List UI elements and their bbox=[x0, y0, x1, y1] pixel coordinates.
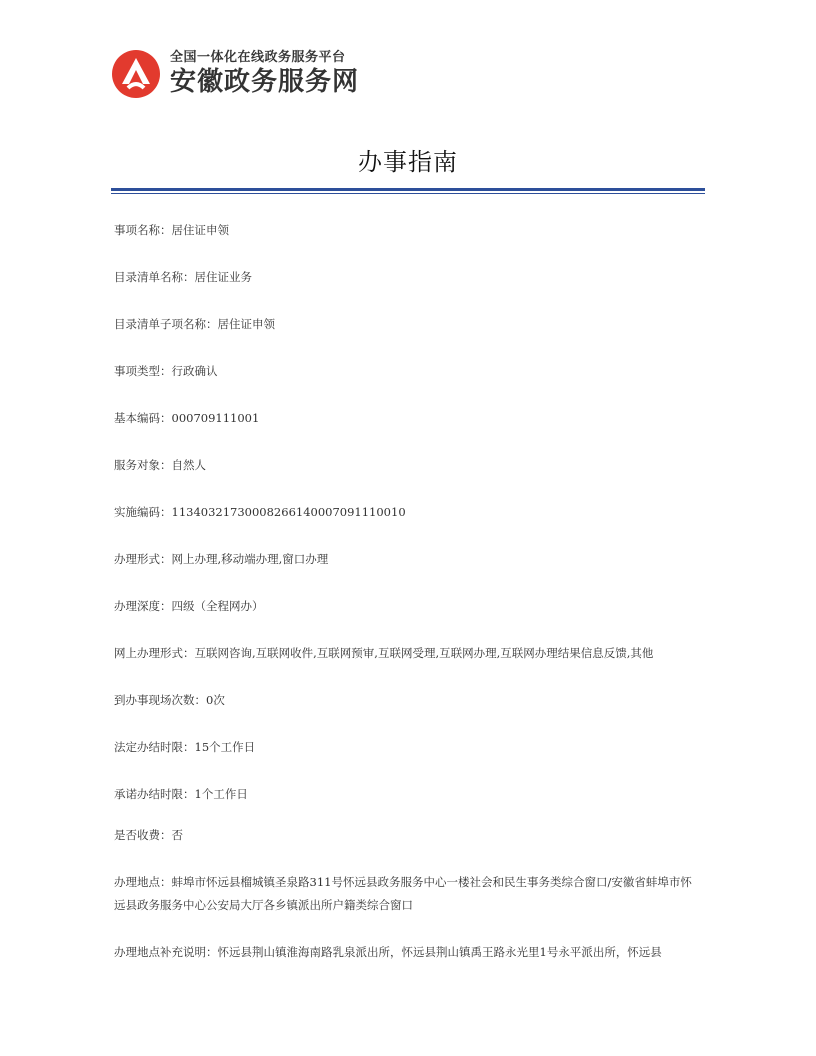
field-catalog-name: 目录清单名称 ： 居住证业务 bbox=[114, 266, 694, 289]
site-name: 安徽政务服务网 bbox=[170, 67, 360, 97]
document-title: 办事指南 bbox=[358, 148, 458, 176]
field-handling-form: 办理形式 ： 网上办理,移动端办理,窗口办理 bbox=[114, 548, 694, 571]
field-legal-deadline: 法定办结时限 ： 15个工作日 bbox=[114, 736, 694, 759]
field-online-forms: 网上办理形式 ： 互联网咨询,互联网收件,互联网预审,互联网受理,互联网办理,互联网办理结果信息反馈,其他 bbox=[114, 642, 694, 665]
title-divider-thin bbox=[111, 193, 705, 194]
field-location-note: 办理地点补充说明 ： 怀远县荆山镇淮海南路乳泉派出所，怀远县荆山镇禹王路永光里1号永平派出所，怀远县 bbox=[114, 941, 694, 964]
anhui-logo-icon bbox=[110, 48, 162, 100]
field-service-target: 服务对象 ： 自然人 bbox=[114, 454, 694, 477]
field-catalog-subitem: 目录清单子项名称 ： 居住证申领 bbox=[114, 313, 694, 336]
field-basic-code: 基本编码 ： 000709111001 bbox=[114, 407, 694, 430]
field-fee: 是否收费 ： 否 bbox=[114, 824, 694, 847]
site-logo[interactable] bbox=[110, 46, 359, 102]
field-location: 办理地点 ： 蚌埠市怀远县榴城镇圣泉路311号怀远县政务服务中心一楼社会和民生事务类综合窗口/安徽省蚌埠市怀远县政务服务中心公安局大厅各乡镇派出所户籍类综合窗口 bbox=[114, 871, 694, 917]
field-promised-deadline: 承诺办结时限 ： 1个工作日 bbox=[114, 783, 694, 806]
guide-fields bbox=[114, 219, 694, 964]
title-divider-thick bbox=[111, 188, 705, 191]
field-item-name: 事项名称 ： 居住证申领 bbox=[114, 219, 694, 242]
field-handling-depth: 办理深度 ： 四级（全程网办） bbox=[114, 595, 694, 618]
field-item-type: 事项类型 ： 行政确认 bbox=[114, 360, 694, 383]
platform-tagline: 全国一体化在线政务服务平台 bbox=[170, 50, 346, 65]
field-implementation-code: 实施编码 ： 11340321730008266140007091110010 bbox=[114, 501, 694, 524]
field-onsite-visits: 到办事现场次数 ： 0次 bbox=[114, 689, 694, 712]
